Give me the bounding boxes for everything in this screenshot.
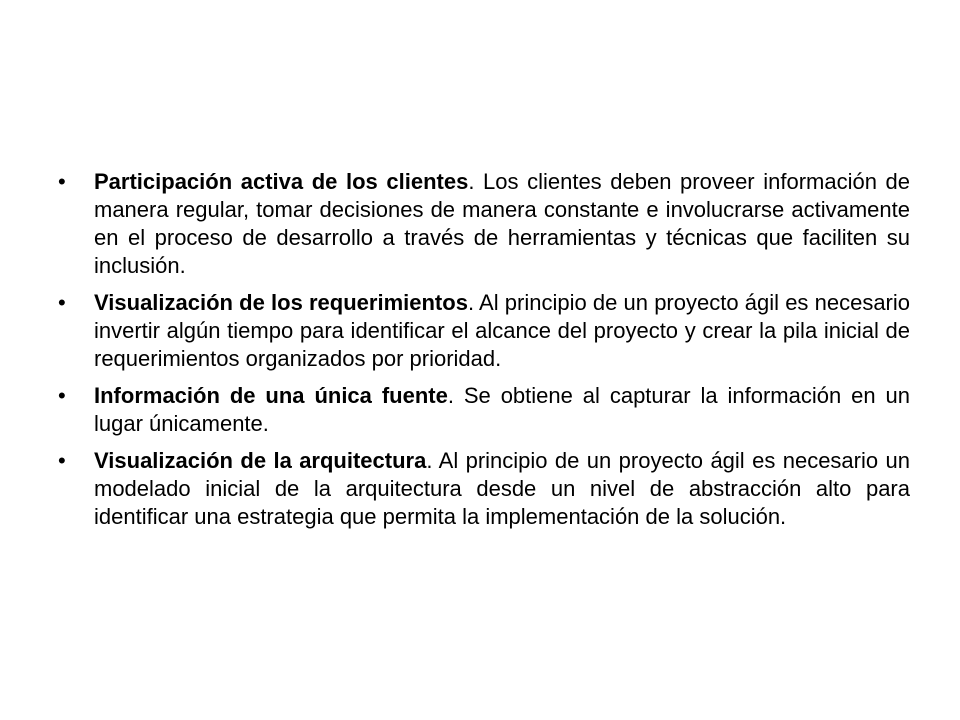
bullet-item-fuente bbox=[56, 382, 910, 438]
item-text: . Al principio de un proyecto ágil es necesario un modelado inicial de la arquitectura desde un nivel de abstracción alto para identificar una estrategia que permita la implementación de la solución. bbox=[94, 448, 910, 529]
item-title: Información de una única fuente bbox=[94, 383, 448, 408]
bullet-dot-icon: • bbox=[58, 383, 66, 408]
bullet-dot-icon: • bbox=[58, 448, 66, 473]
item-title: Visualización de la arquitectura bbox=[94, 448, 427, 473]
bullet-dot-icon: • bbox=[58, 169, 66, 194]
bullet-item-arquitectura bbox=[56, 447, 910, 531]
bullet-list bbox=[56, 168, 910, 540]
bullet-item-participacion bbox=[56, 168, 910, 280]
item-text: . Al principio de un proyecto ágil es necesario invertir algún tiempo para identificar el alcance del proyecto y crear la pila inicial de requerimientos organizados por prioridad. bbox=[94, 290, 910, 371]
item-title: Participación activa de los clientes bbox=[94, 169, 469, 194]
item-title: Visualización de los requerimientos bbox=[94, 290, 468, 315]
bullet-dot-icon: • bbox=[58, 290, 66, 315]
item-text: . Los clientes deben proveer información de manera regular, tomar decisiones de manera constante e involucrarse activamente en el proceso de desarrollo a través de herramientas y técnicas que faciliten su inclusión. bbox=[94, 169, 911, 278]
bullet-item-requerimientos bbox=[56, 289, 910, 373]
item-text: . Se obtiene al capturar la información en un lugar únicamente. bbox=[94, 383, 910, 436]
